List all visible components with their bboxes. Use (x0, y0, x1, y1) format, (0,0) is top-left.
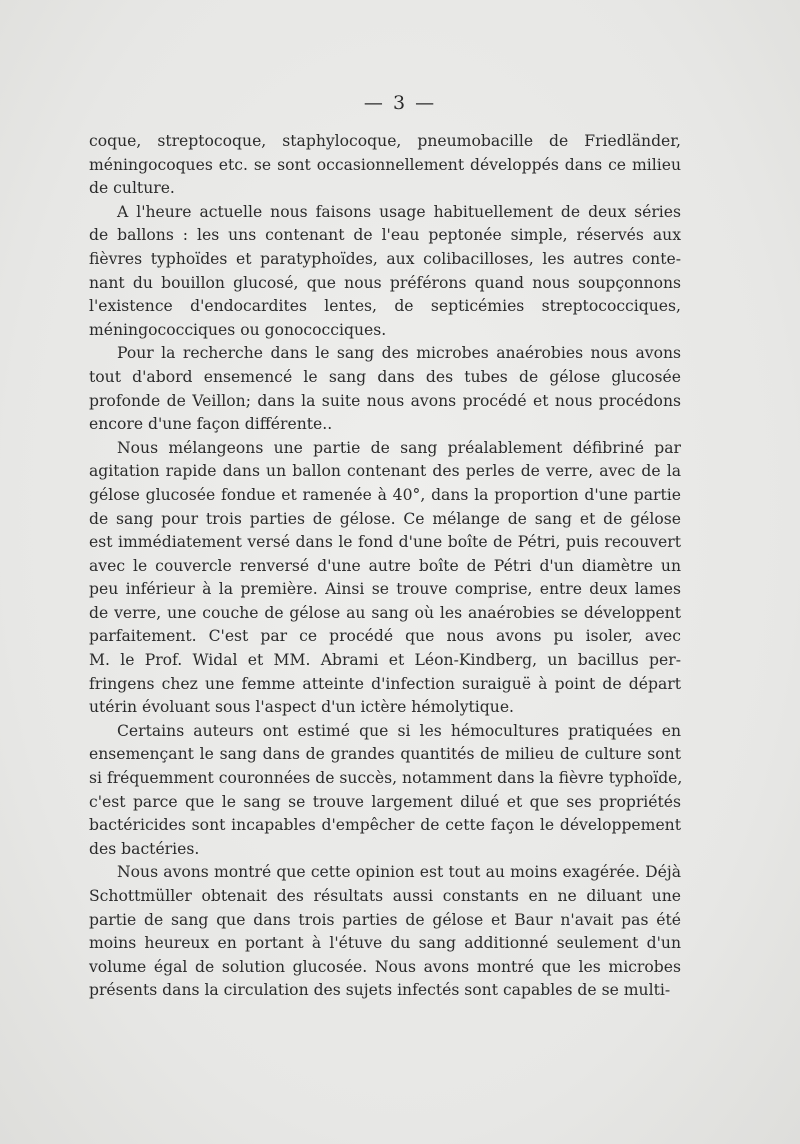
text-line: fringens chez une femme atteinte d'infection suraiguë à point de départ (89, 674, 681, 693)
text-line: volume égal de solution glucosée. Nous avons montré que les microbes (89, 957, 681, 976)
text-line: coque, streptocoque, staphylocoque, pneumobacille de Friedländer, (89, 132, 681, 150)
text-line: partie de sang que dans trois parties de gélose et Baur n'avait pas été (89, 910, 681, 929)
text-line: A l'heure actuelle nous faisons usage habituellement de deux séries (117, 202, 681, 221)
text-line: méningocoques etc. se sont occasionnellement développés dans ce milieu (89, 155, 681, 174)
text-line: méningococciques ou gonococciques. (89, 320, 387, 339)
text-line: Nous avons montré que cette opinion est tout au moins exagérée. Déjà (117, 863, 681, 882)
paragraph (89, 201, 681, 343)
text-line: Certains auteurs ont estimé que si les hémocultures pratiquées en (117, 721, 681, 740)
paragraph (89, 861, 681, 1003)
text-line: peu inférieur à la première. Ainsi se trouve comprise, entre deux lames (89, 580, 681, 599)
text-line: de verre, une couche de gélose au sang où les anaérobies se développent (89, 603, 681, 622)
text-line: agitation rapide dans un ballon contenant des perles de verre, avec de la (89, 462, 681, 481)
text-line: tout d'abord ensemencé le sang dans des tubes de gélose glucosée (89, 367, 681, 386)
text-line: M. le Prof. Widal et MM. Abrami et Léon-Kindberg, un bacillus per- (89, 651, 681, 670)
text-line: de sang pour trois parties de gélose. Ce mélange de sang et de gélose (89, 509, 681, 528)
text-line: Pour la recherche dans le sang des microbes anaérobies nous avons (117, 344, 681, 363)
text-line: nant du bouillon glucosé, que nous préférons quand nous soupçonnons (89, 273, 681, 292)
text-line: encore d'une façon différente.. (89, 415, 333, 434)
text-line: bactéricides sont incapables d'empêcher de cette façon le développement (89, 816, 681, 835)
text-line: Nous mélangeons une partie de sang préalablement défibriné par (117, 438, 681, 457)
text-line: fièvres typhoïdes et paratyphoïdes, aux colibacilloses, les autres conte- (89, 249, 681, 268)
text-line: moins heureux en portant à l'étuve du sang additionné seulement d'un (89, 934, 681, 953)
text-line: avec le couvercle renversé d'une autre boîte de Pétri d'un diamètre un (89, 556, 681, 575)
text-line: parfaitement. C'est par ce procédé que nous avons pu isoler, avec (89, 627, 681, 646)
text-line: de ballons : les uns contenant de l'eau peptonée simple, réservés aux (89, 226, 681, 245)
paragraph (89, 342, 681, 436)
paragraph (89, 437, 681, 720)
text-line: l'existence d'endocardites lentes, de septicémies streptococciques, (89, 297, 681, 316)
text-line: si fréquemment couronnées de succès, notamment dans la fièvre typhoïde, (89, 769, 683, 788)
text-line: Schottmüller obtenait des résultats aussi constants en ne diluant une (89, 887, 681, 905)
text-line: utérin évoluant sous l'aspect d'un ictère hémolytique. (89, 698, 515, 717)
page-number: — 3 — (363, 92, 437, 114)
text-line: de culture. (89, 179, 175, 198)
text-line: est immédiatement versé dans le fond d'une boîte de Pétri, puis recouvert (89, 533, 681, 552)
body-text (89, 130, 681, 1003)
text-line: c'est parce que le sang se trouve largement dilué et que ses propriétés (89, 792, 681, 811)
text-line: des bactéries. (89, 839, 200, 858)
text-line: profonde de Veillon; dans la suite nous avons procédé et nous procédons (89, 391, 681, 410)
paragraph (89, 720, 681, 862)
text-line: gélose glucosée fondue et ramenée à 40°, dans la proportion d'une partie (89, 485, 681, 504)
text-line: ensemençant le sang dans de grandes quantités de milieu de culture sont (89, 745, 681, 764)
paragraph (89, 130, 681, 201)
text-line: présents dans la circulation des sujets infectés sont capables de se multi- (89, 981, 671, 1000)
